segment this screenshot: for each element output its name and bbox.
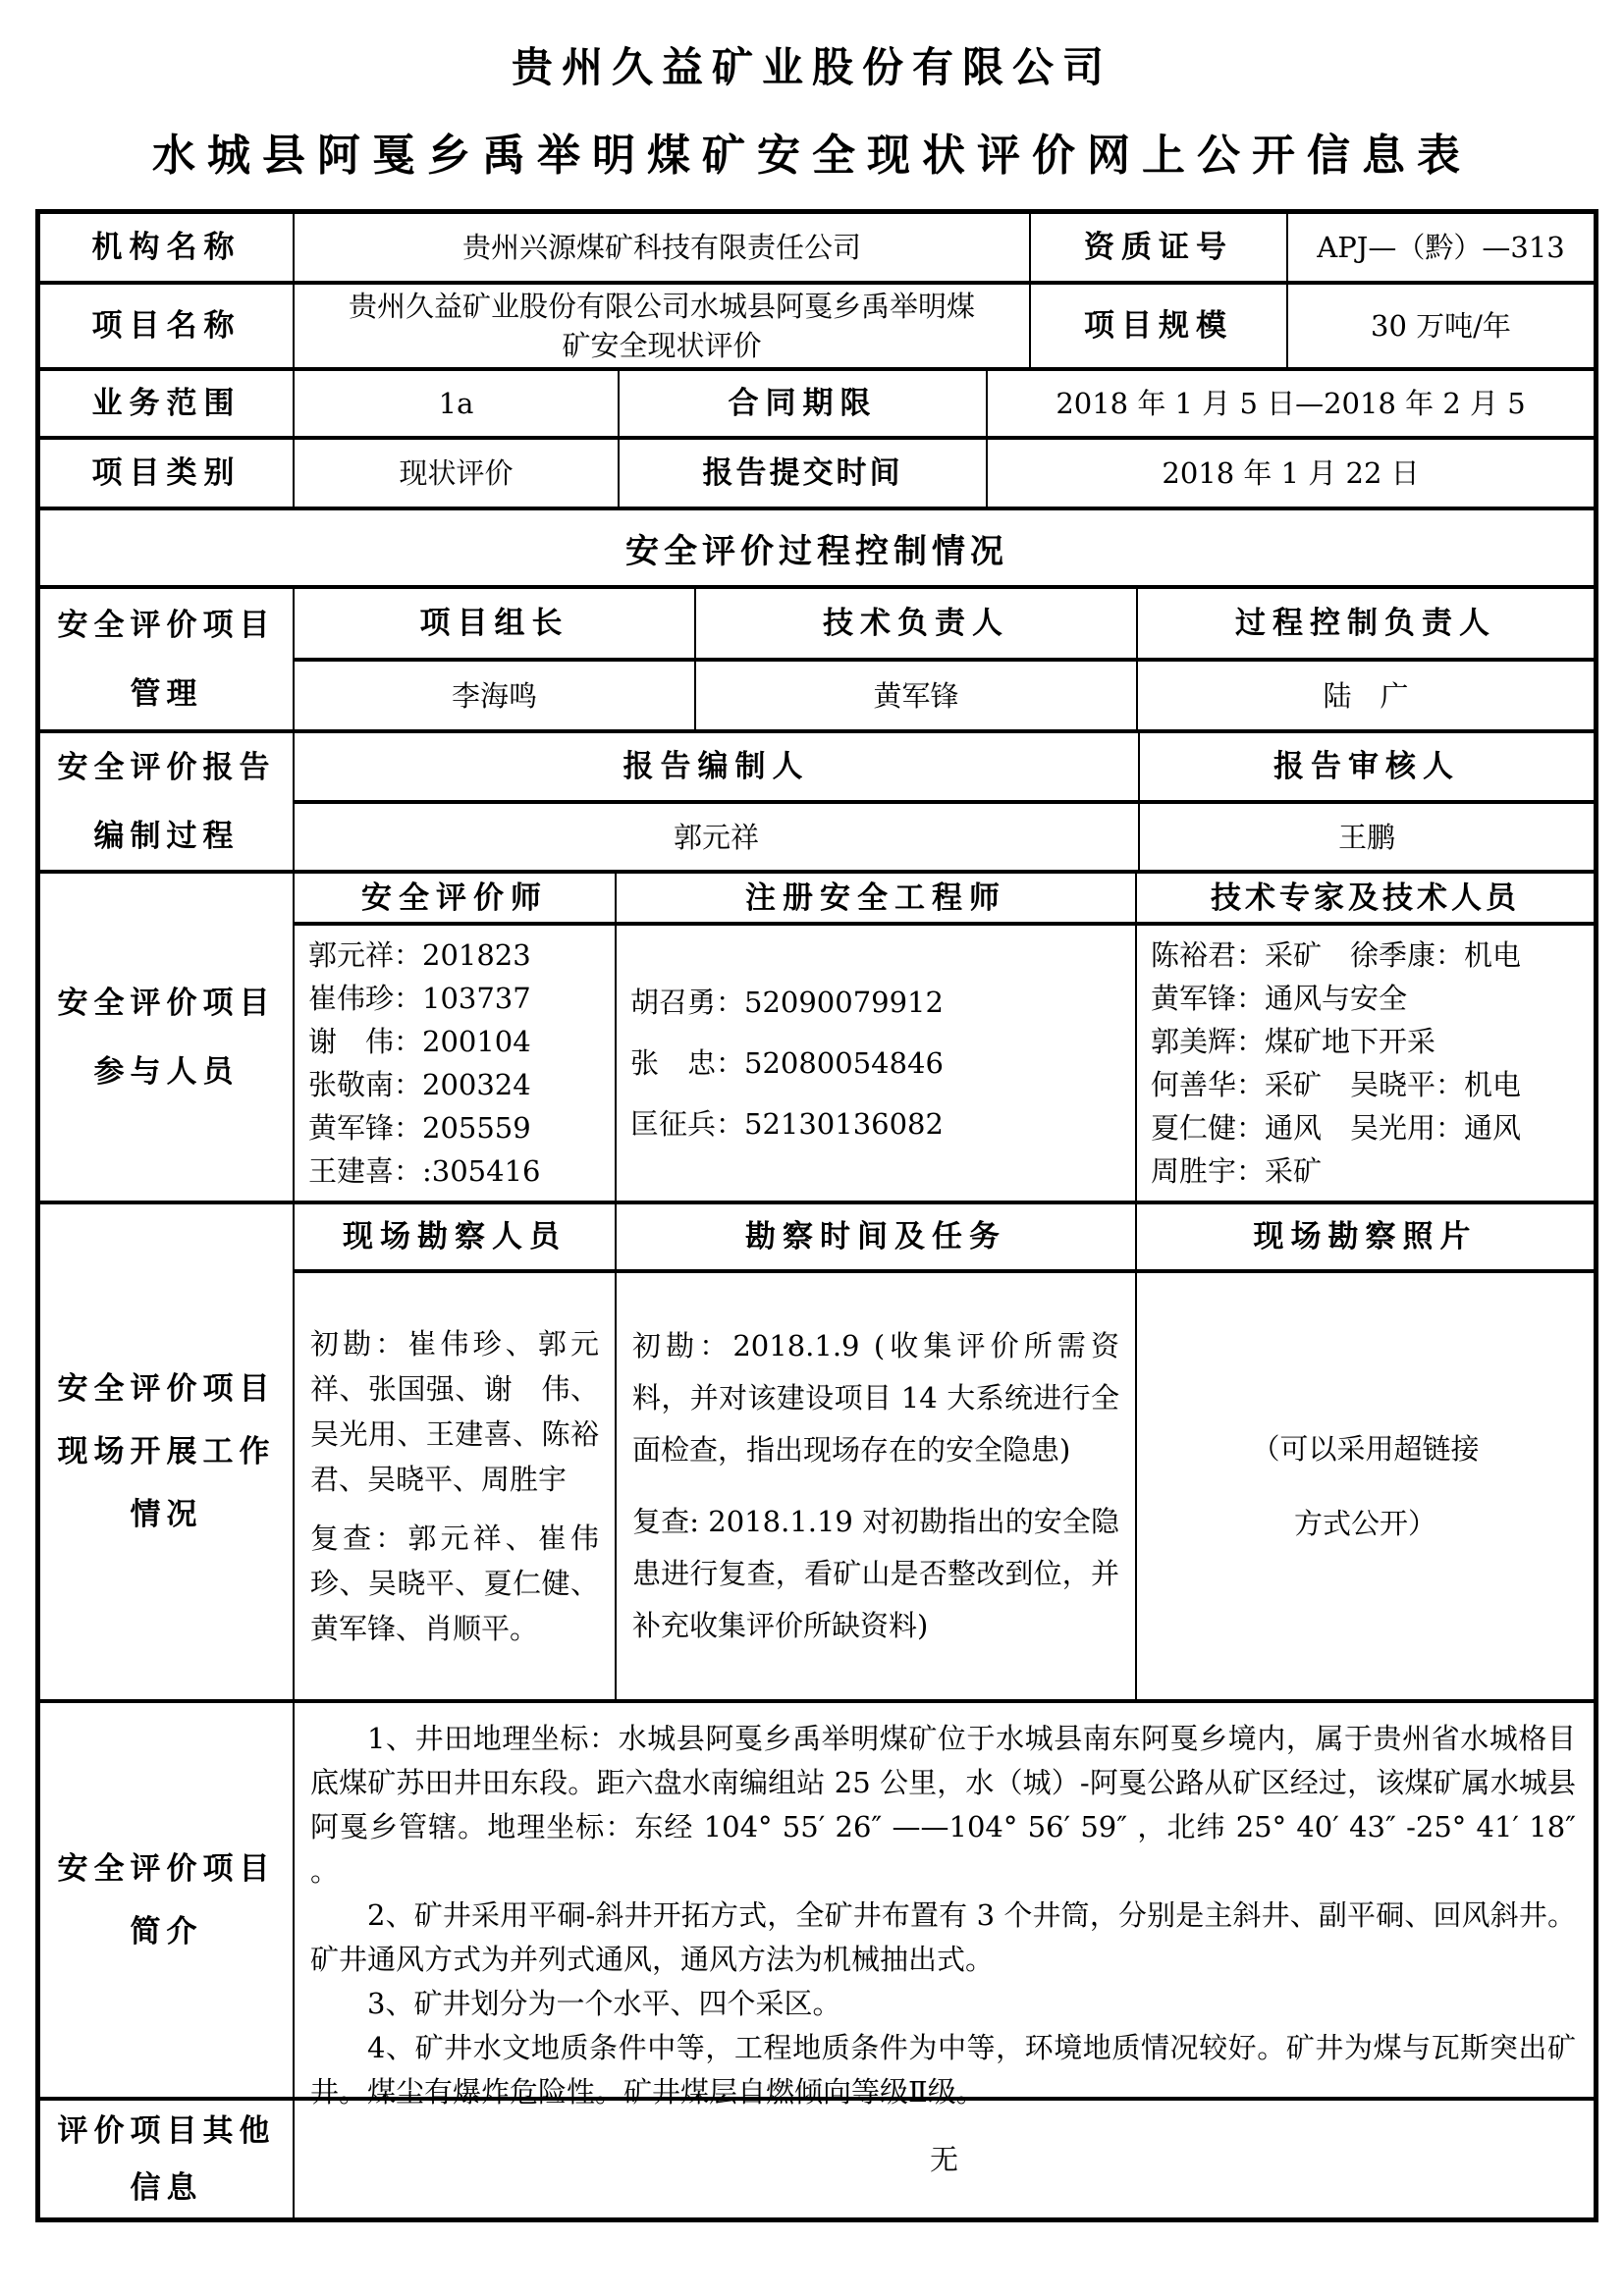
participants-section [40,874,1594,1204]
table-row [295,589,1594,662]
form-title: 水城县阿戛乡禹举明煤矿安全现状评价网上公开信息表 [152,131,1472,181]
table-row [295,1204,1594,1273]
tech-director-header: 技术负责人 [696,589,1138,658]
table-row [295,804,1594,870]
engineers-list: 胡召勇：52090079912 张 忠：52080054846 匡征兵：52130136082 [617,926,1137,1201]
survey-time-header: 勘察时间及任务 [617,1204,1137,1269]
report-submit-value: 2018 年 1 月 22 日 [1162,456,1420,490]
other-info-label: 评价项目其他 信息 [40,2101,295,2217]
report-reviewer-value: 王鹏 [1337,820,1395,854]
contract-period-label: 合同期限 [620,371,988,436]
evaluators-header: 安全评价师 [295,874,617,922]
business-scope-label: 业务范围 [40,371,295,436]
table-row [295,733,1594,804]
company-title: 贵州久益矿业股份有限公司 [511,43,1112,91]
survey-photo-content: （可以采用超链接 方式公开） [1251,1432,1480,1540]
management-label: 安全评价项目 管理 [40,589,295,729]
intro-section [40,1703,1594,2109]
survey-photo-header: 现场勘察照片 [1253,1219,1478,1255]
participants-label: 安全评价项目 参与人员 [40,874,295,1201]
other-info-section [40,2101,1594,2217]
table-row [40,285,1594,371]
process-control-banner: 安全评价过程控制情况 [40,510,1594,589]
project-scale-label: 项目规模 [1031,285,1288,367]
project-name-value: 贵州久益矿业股份有限公司水城县阿戛乡禹举明煤矿安全现状评价 [295,285,1031,367]
management-section [40,589,1594,733]
table-row [295,1273,1594,1699]
report-writer-header: 报告编制人 [295,733,1140,800]
info-table [35,209,1598,2222]
table-row [40,214,1594,285]
report-writer-value: 郭元祥 [295,804,1140,870]
process-control-header: 过程控制负责人 [1235,606,1496,641]
table-row [295,2101,1594,2217]
project-name-label: 项目名称 [40,285,295,367]
project-leader-value: 李海鸣 [295,662,696,729]
org-name-value: 贵州兴源煤矿科技有限责任公司 [295,214,1031,281]
report-submit-label: 报告提交时间 [620,440,988,507]
table-row [295,1703,1594,2124]
engineers-header: 注册安全工程师 [617,874,1137,922]
evaluators-list: 郭元祥：201823 崔伟珍：103737 谢 伟：200104 张敬南：200324 黄军锋：205559 王建喜：:305416 [295,926,617,1201]
cert-no-label: 资质证号 [1031,214,1288,281]
business-scope-value: 1a [295,371,620,436]
intro-content: 1、井田地理坐标：水城县阿戛乡禹举明煤矿位于水城县南东阿戛乡境内，属于贵州省水城格目底煤矿苏田井田东段。距六盘水南编组站 25 公里，水（城）-阿戛公路从矿区经过，该煤矿属水城县阿戛乡管辖。地理坐标：东经 104° 55′ 26″ ——104° 56′ 59″ ，北纬 25° 40′ 43″ -25° 41′ 18″ 。 2、矿井采用平硐-斜井开拓方式，全矿井布置有 3 个井筒，分别是主斜井、副平硐、回风斜井。矿井通风方式为并列式通风，通风方法为机械抽出式。 3、矿井划分为一个水平、四个采区。 4、矿井水文地质条件中等，工程地质条件为中等，环境地质情况较好。矿井为煤与瓦斯突出矿井。煤尘有爆炸危险性。矿井煤层自燃倾向等级Ⅱ级。 [310,1722,1576,2109]
project-category-label: 项目类别 [40,440,295,507]
surveyors-header: 现场勘察人员 [295,1204,617,1269]
project-leader-header: 项目组长 [295,589,696,658]
table-row [40,440,1594,510]
experts-list: 陈裕君：采矿 徐季康：机电 黄军锋：通风与安全 郭美辉：煤矿地下开采 何善华：采矿 吴晓平：机电 夏仁健：通风 吴光用：通风 周胜宇：采矿 [1151,938,1522,1188]
table-row [295,662,1594,729]
cert-no-value: APJ—（黔）—313 [1317,231,1565,264]
contract-period-value: 2018 年 1 月 5 日—2018 年 2 月 5 [1056,387,1526,420]
other-info-value: 无 [929,2142,958,2176]
project-scale-value: 30 万吨/年 [1371,309,1511,343]
site-work-section [40,1204,1594,1703]
survey-time-content: 初勘：2018.1.9 (收集评价所需资料，并对该建设项目 14 大系统进行全面检查，指出现场存在的安全隐患) 复查: 2018.1.19 对初勘指出的安全隐患进行复查，看矿山是否整改到位，并补充收集评价所缺资料) [617,1273,1137,1699]
org-name-label: 机构名称 [40,214,295,281]
report-reviewer-header: 报告审核人 [1273,749,1460,784]
process-control-value: 陆 广 [1323,678,1409,713]
table-row [40,371,1594,440]
tech-director-value: 黄军锋 [696,662,1138,729]
report-section [40,733,1594,874]
site-work-label: 安全评价项目 现场开展工作 情况 [40,1204,295,1699]
report-process-label: 安全评价报告 编制过程 [40,733,295,870]
surveyors-content: 初勘：崔伟珍、郭元祥、张国强、谢 伟、吴光用、王建喜、陈裕君、吴晓平、周胜宇 复查：郭元祥、崔伟珍、吴晓平、夏仁健、黄军锋、肖顺平。 [295,1273,617,1699]
intro-label: 安全评价项目 简介 [40,1703,295,2097]
experts-header: 技术专家及技术人员 [1211,880,1520,916]
table-row [295,926,1594,1201]
project-category-value: 现状评价 [295,440,620,507]
table-row [295,874,1594,926]
